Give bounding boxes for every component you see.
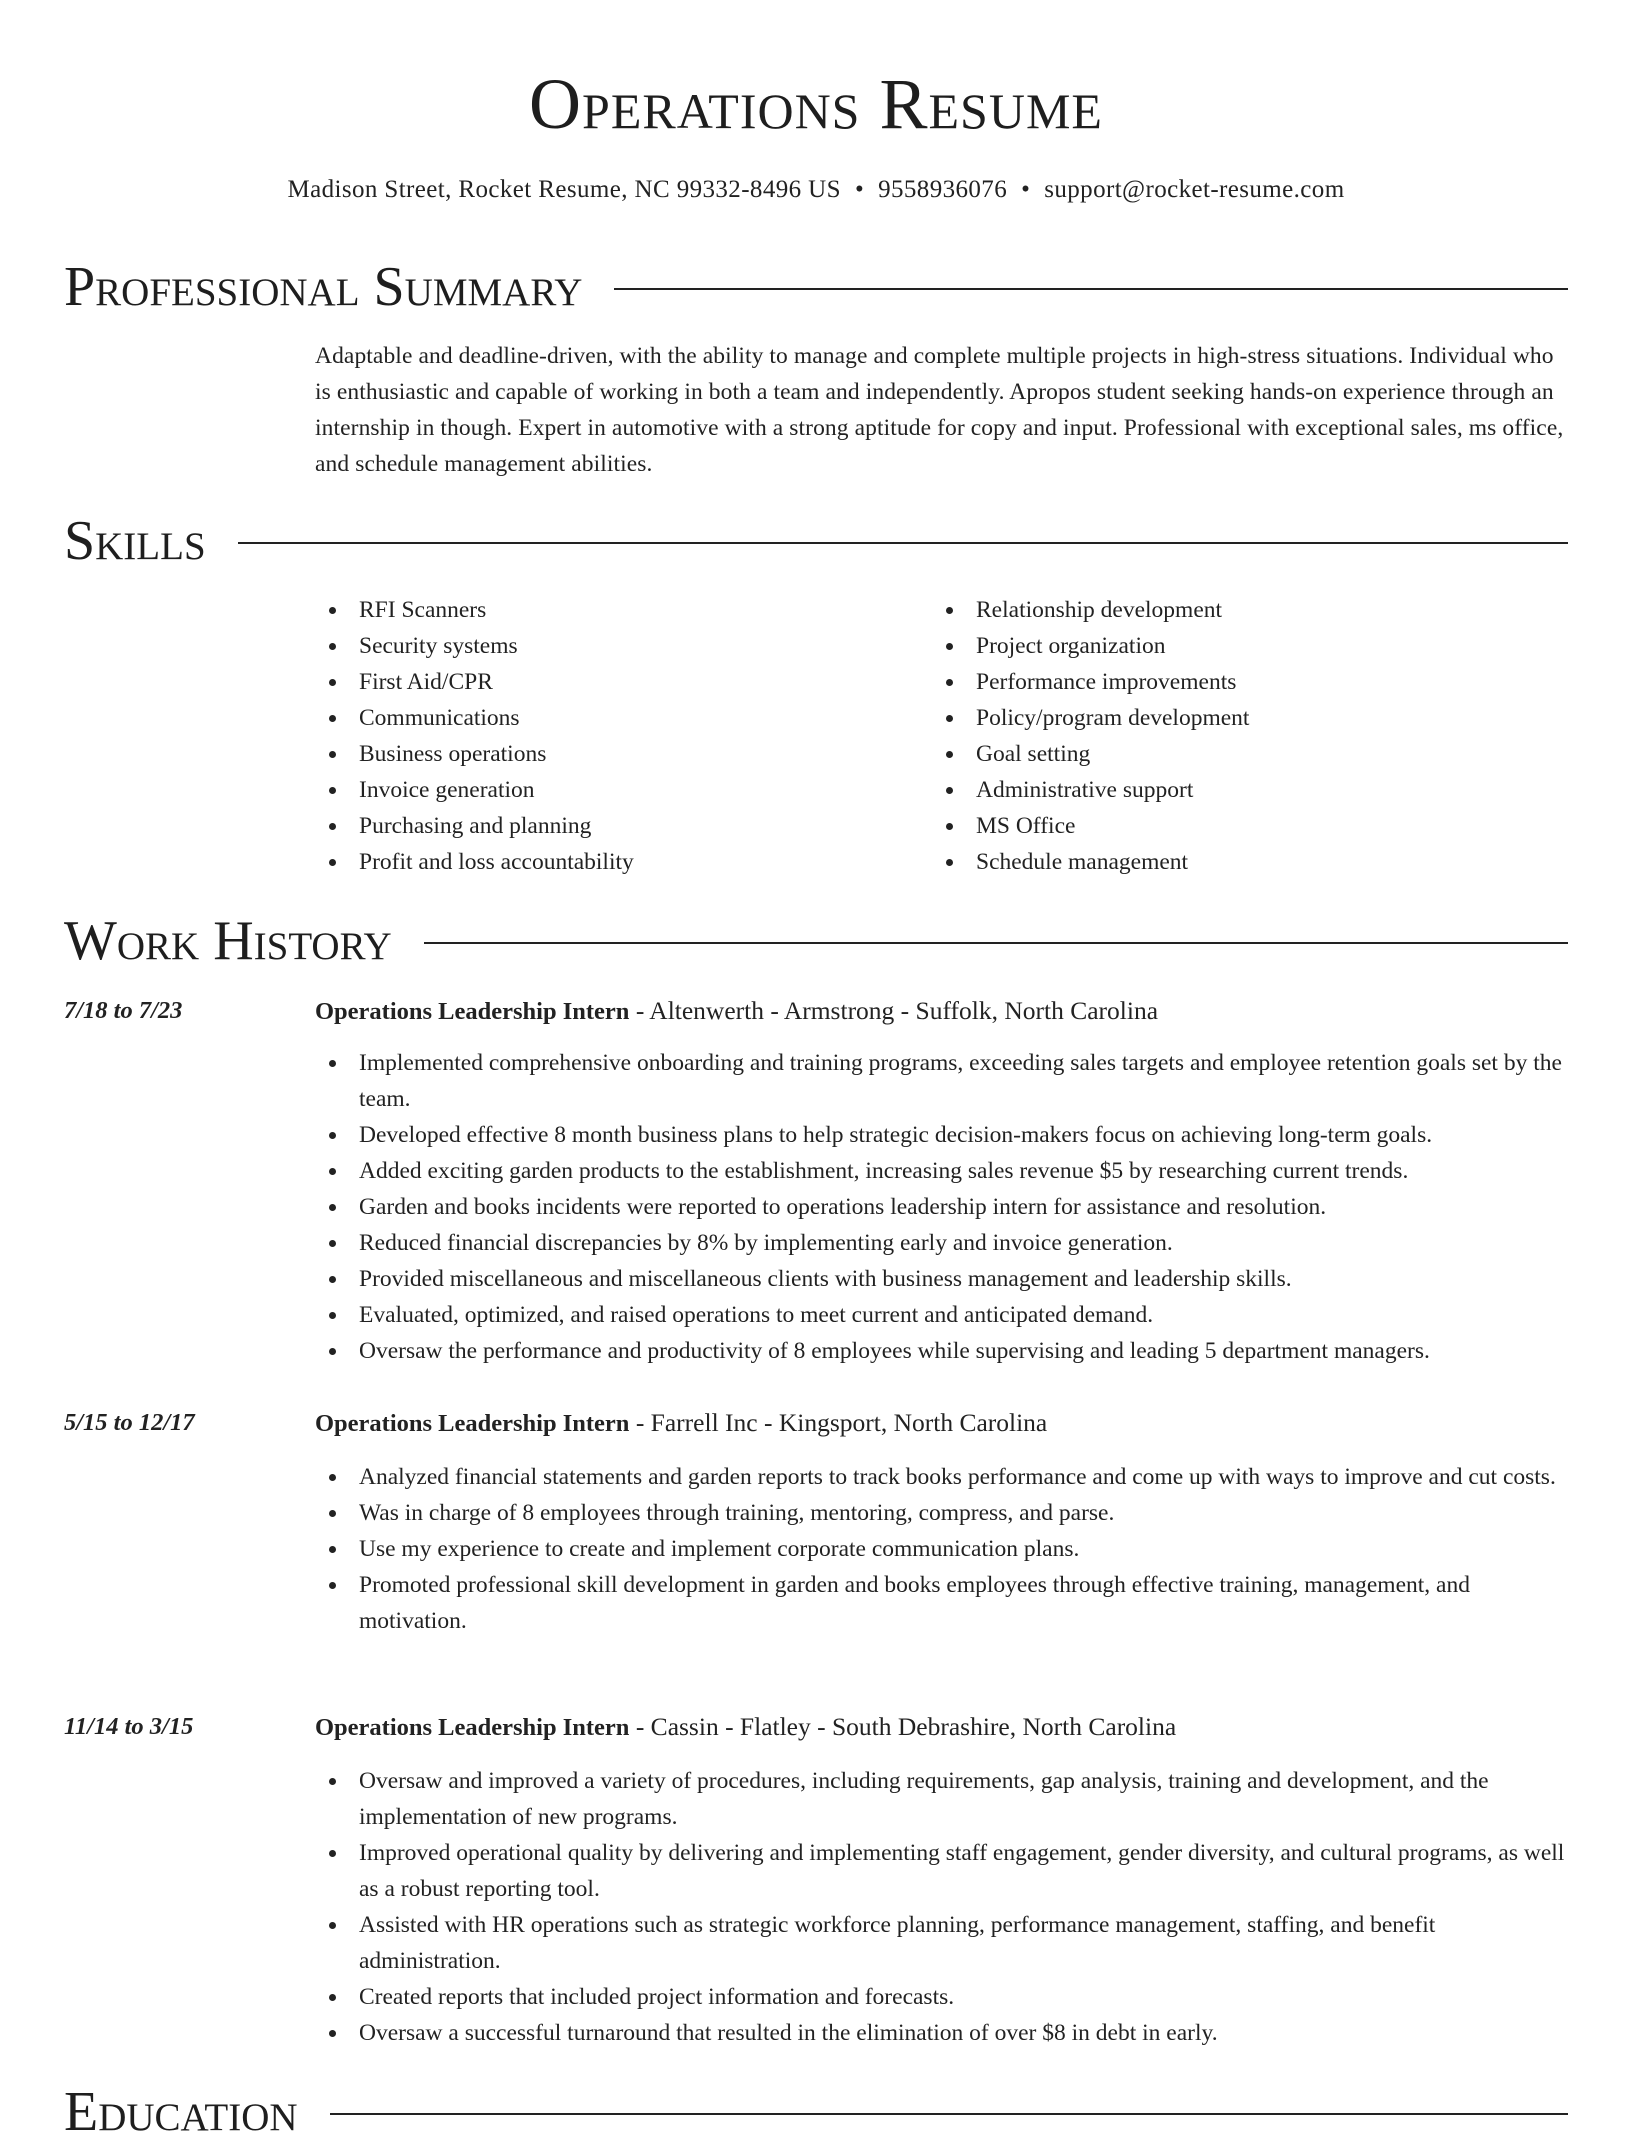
job-bullet: Improved operational quality by delivering and implementing staff engagement, gender diversity, and cultural programs, as well as a robust reporting tool. <box>315 1835 1568 1907</box>
job-bullet: Garden and books incidents were reported to operations leadership intern for assistance and resolution. <box>315 1189 1568 1225</box>
job-bullet: Provided miscellaneous and miscellaneous clients with business management and leadership skills. <box>315 1261 1568 1297</box>
section-divider <box>238 542 1568 544</box>
job-bullet: Created reports that included project information and forecasts. <box>315 1979 1568 2015</box>
job-details: - Altenwerth - Armstrong - Suffolk, North Carolina <box>629 996 1159 1025</box>
summary-text: Adaptable and deadline-driven, with the ability to manage and complete multiple projects in high-stress situations. Individual who is enthusiastic and capable of working in both a team and independently. Apropos student seeking hands-on experience through an internship in though. Expert in automotive with a strong aptitude for copy and input. Professional with exceptional sales, ms office, and schedule management abilities. <box>315 343 1564 477</box>
job-bullets <box>315 1459 1568 1639</box>
job-title: Operations Leadership Intern <box>315 1410 630 1437</box>
skill-item: Security systems <box>315 628 915 664</box>
job-details: - Farrell Inc - Kingsport, North Carolina <box>629 1408 1048 1437</box>
job-bullet: Implemented comprehensive onboarding and training programs, exceeding sales targets and employee retention goals set by the team. <box>315 1045 1568 1117</box>
skill-item: Profit and loss accountability <box>315 844 915 880</box>
resume-name: Operations Resume <box>529 64 1103 144</box>
job-bullet: Was in charge of 8 employees through training, mentoring, compress, and parse. <box>315 1495 1568 1531</box>
job-bullet: Developed effective 8 month business plans to help strategic decision-makers focus on achieving long-term goals. <box>315 1117 1568 1153</box>
job-heading <box>315 1405 1568 1442</box>
skill-item: Communications <box>315 700 915 736</box>
skill-item: Goal setting <box>932 736 1552 772</box>
job-details: - Cassin - Flatley - South Debrashire, North Carolina <box>629 1712 1177 1741</box>
contact-email: support@rocket-resume.com <box>1044 176 1345 203</box>
section-title-summary: Professional Summary <box>64 256 583 318</box>
section-divider <box>614 288 1568 290</box>
job-bullet: Evaluated, optimized, and raised operations to meet current and anticipated demand. <box>315 1297 1568 1333</box>
section-title-education: Education <box>64 2081 298 2143</box>
contact-separator: • <box>1021 176 1031 203</box>
job-bullet: Oversaw and improved a variety of procedures, including requirements, gap analysis, training and development, and the implementation of new programs. <box>315 1763 1568 1835</box>
job-dates: 7/18 to 7/23 <box>64 997 183 1024</box>
job-bullet: Added exciting garden products to the establishment, increasing sales revenue $5 by researching current trends. <box>315 1153 1568 1189</box>
job-title: Operations Leadership Intern <box>315 1714 630 1741</box>
skill-item: Administrative support <box>932 772 1552 808</box>
skill-item: Purchasing and planning <box>315 808 915 844</box>
contact-line <box>0 172 1632 208</box>
job-bullets <box>315 1763 1568 2051</box>
job-bullet: Oversaw a successful turnaround that resulted in the elimination of over $8 in debt in early. <box>315 2015 1568 2051</box>
job-dates: 11/14 to 3/15 <box>64 1713 194 1740</box>
skill-item: Performance improvements <box>932 664 1552 700</box>
job-bullet: Reduced financial discrepancies by 8% by implementing early and invoice generation. <box>315 1225 1568 1261</box>
contact-address: Madison Street, Rocket Resume, NC 99332-8496 US <box>287 176 841 203</box>
section-header-education <box>64 2077 1568 2147</box>
job-heading <box>315 1709 1568 1746</box>
contact-separator: • <box>854 176 865 203</box>
contact-phone: 9558936076 <box>878 176 1008 203</box>
job-heading <box>315 993 1568 1030</box>
job-bullet: Promoted professional skill development in garden and books employees through effective training, management, and motivation. <box>315 1567 1568 1639</box>
skill-item: Business operations <box>315 736 915 772</box>
section-divider <box>424 942 1568 944</box>
skill-item: Policy/program development <box>932 700 1552 736</box>
job-bullet: Analyzed financial statements and garden reports to track books performance and come up with ways to improve and cut costs. <box>315 1459 1568 1495</box>
skills-list-left <box>315 592 915 880</box>
skills-list-right <box>932 592 1552 880</box>
section-title-skills: Skills <box>64 510 206 572</box>
section-header-work <box>64 906 1568 976</box>
skill-item: Relationship development <box>932 592 1552 628</box>
section-header-skills <box>64 506 1568 576</box>
section-header-summary <box>64 252 1568 322</box>
job-dates: 5/15 to 12/17 <box>64 1409 195 1436</box>
skill-item: RFI Scanners <box>315 592 915 628</box>
skill-item: Project organization <box>932 628 1552 664</box>
skill-item: Invoice generation <box>315 772 915 808</box>
job-bullets <box>315 1045 1568 1369</box>
skill-item: First Aid/CPR <box>315 664 915 700</box>
skill-item: Schedule management <box>932 844 1552 880</box>
job-title: Operations Leadership Intern <box>315 998 630 1025</box>
job-bullet: Use my experience to create and implement corporate communication plans. <box>315 1531 1568 1567</box>
section-title-work: Work History <box>64 910 392 972</box>
section-divider <box>330 2113 1568 2115</box>
job-bullet: Assisted with HR operations such as strategic workforce planning, performance management, staffing, and benefit administration. <box>315 1907 1568 1979</box>
skill-item: MS Office <box>932 808 1552 844</box>
job-bullet: Oversaw the performance and productivity of 8 employees while supervising and leading 5 department managers. <box>315 1333 1568 1369</box>
